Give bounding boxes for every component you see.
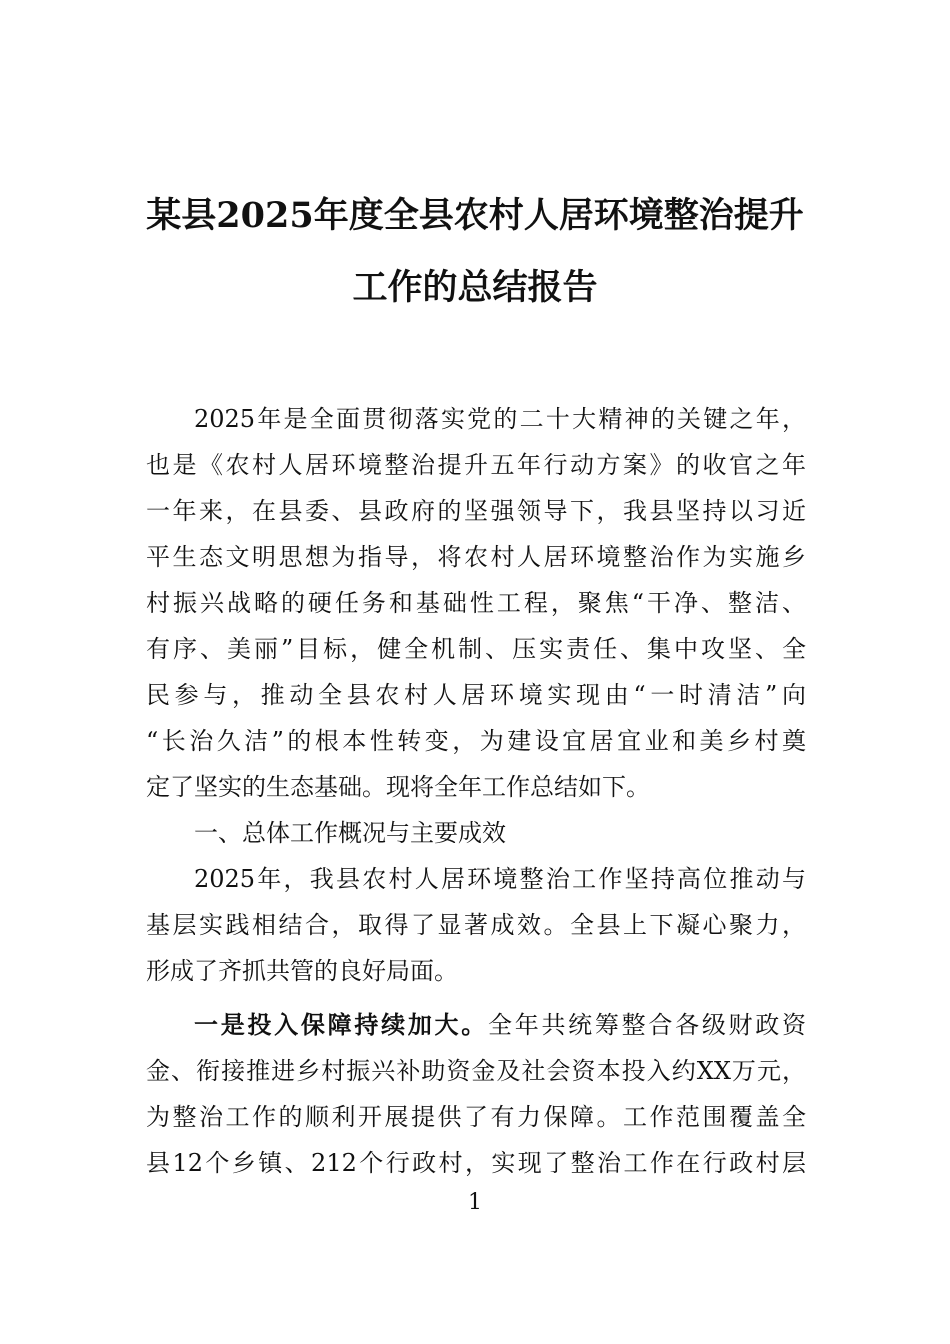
document-body	[146, 396, 806, 1186]
section-1-paragraph-line: 形成了齐抓共管的良好局面。	[146, 957, 458, 985]
point-1-paragraph-line: 金、衔接推进乡村振兴补助资金及社会资本投入约XX万元，	[146, 1057, 806, 1085]
intro-paragraph-line: 民参与，推动全县农村人居环境实现由“一时清洁”向	[146, 681, 806, 709]
point-1-lead: 一是投入保障持续加大。	[194, 1011, 488, 1039]
point-1-first-line	[146, 1002, 806, 1048]
point-1-first-rest: 全年共统筹整合各级财政资	[488, 1011, 806, 1039]
document-title-line-1: 某县2025年度全县农村人居环境整治提升	[146, 195, 804, 236]
intro-paragraph-line: 平生态文明思想为指导，将农村人居环境整治作为实施乡	[146, 543, 806, 571]
section-1-paragraph-line: 2025年，我县农村人居环境整治工作坚持高位推动与	[194, 865, 806, 893]
intro-paragraph-line: 村振兴战略的硬任务和基础性工程，聚焦“干净、整洁、	[146, 589, 806, 617]
document-title-line-2: 工作的总结报告	[352, 267, 598, 308]
point-1-paragraph-line: 为整治工作的顺利开展提供了有力保障。工作范围覆盖全	[146, 1103, 806, 1131]
intro-paragraph-line: 一年来，在县委、县政府的坚强领导下，我县坚持以习近	[146, 497, 806, 525]
page-number: 1	[468, 1190, 482, 1215]
intro-paragraph-line: “长治久洁”的根本性转变，为建设宜居宜业和美乡村奠	[146, 727, 806, 755]
section-1-paragraph-line: 基层实践相结合，取得了显著成效。全县上下凝心聚力，	[146, 911, 806, 939]
intro-paragraph-line: 也是《农村人居环境整治提升五年行动方案》的收官之年	[146, 451, 806, 479]
section-1-heading: 一、总体工作概况与主要成效	[194, 819, 506, 847]
point-1-paragraph-line: 县12个乡镇、212个行政村，实现了整治工作在行政村层	[146, 1149, 806, 1177]
intro-paragraph-line: 2025年是全面贯彻落实党的二十大精神的关键之年，	[194, 405, 806, 433]
intro-paragraph-line: 定了坚实的生态基础。现将全年工作总结如下。	[146, 773, 650, 801]
intro-paragraph-line: 有序、美丽”目标，健全机制、压实责任、集中攻坚、全	[146, 635, 806, 663]
